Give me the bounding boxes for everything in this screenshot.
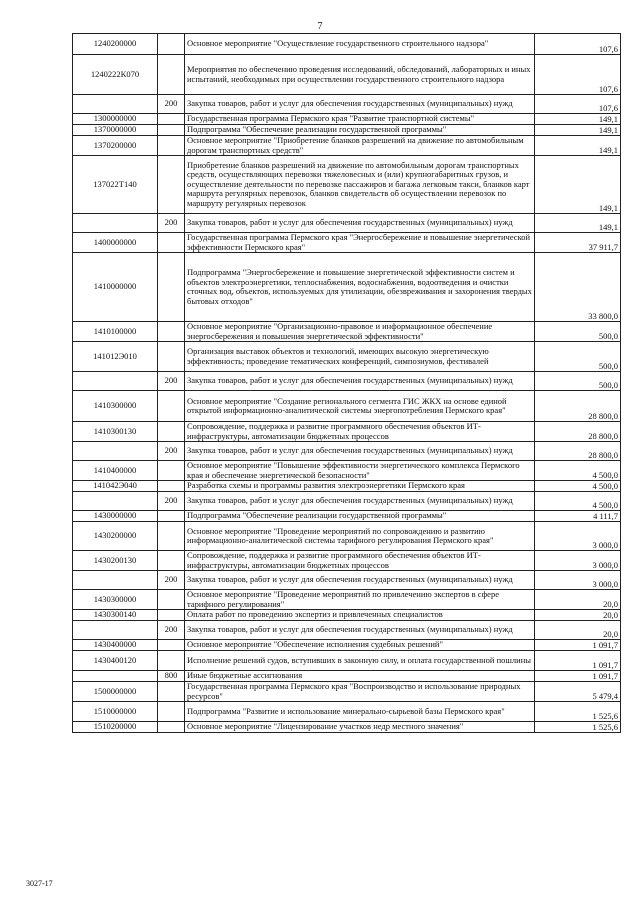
row-code: 1430400000 bbox=[73, 640, 158, 651]
row-sum: 149,1 bbox=[535, 125, 621, 136]
table-row bbox=[73, 522, 621, 551]
row-code: 1410300130 bbox=[73, 422, 158, 442]
row-expense-type bbox=[158, 722, 185, 733]
row-name: Сопровождение, поддержка и развитие программного обеспечения объектов ИТ-инфраструктуры, автоматизации бюджетных процессов bbox=[185, 551, 535, 571]
document-code: 3027-17 bbox=[26, 879, 53, 888]
table-row bbox=[73, 95, 621, 114]
table-row bbox=[73, 214, 621, 233]
row-sum: 4 500,0 bbox=[535, 461, 621, 481]
row-expense-type bbox=[158, 610, 185, 621]
row-code: 1370000000 bbox=[73, 125, 158, 136]
row-name: Подпрограмма "Энергосбережение и повышение энергетической эффективности систем и объектов электроэнергетики, теплоснабжения, водоснабжения, водоотведения и очистки сточных вод, объектов, используемых для утилизации, обезвреживания и захоронения твердых бытовых отходов" bbox=[185, 253, 535, 322]
row-code: 1430300140 bbox=[73, 610, 158, 621]
row-expense-type bbox=[158, 511, 185, 522]
row-code: 1430400120 bbox=[73, 651, 158, 671]
row-expense-type bbox=[158, 461, 185, 481]
row-name: Основное мероприятие "Повышение эффективности энергетического комплекса Пермского края и обеспечение энергетической безопасности" bbox=[185, 461, 535, 481]
row-sum: 1 525,6 bbox=[535, 722, 621, 733]
row-expense-type: 200 bbox=[158, 571, 185, 590]
row-name: Закупка товаров, работ и услуг для обеспечения государственных (муниципальных) нужд bbox=[185, 214, 535, 233]
table-row bbox=[73, 671, 621, 682]
row-code: 141042Э040 bbox=[73, 481, 158, 492]
row-code bbox=[73, 372, 158, 391]
table-row bbox=[73, 322, 621, 342]
row-sum: 4 500,0 bbox=[535, 492, 621, 511]
row-code: 1510000000 bbox=[73, 702, 158, 722]
row-code: 1500000000 bbox=[73, 682, 158, 702]
row-sum: 1 091,7 bbox=[535, 671, 621, 682]
row-code bbox=[73, 492, 158, 511]
table-row bbox=[73, 590, 621, 610]
row-expense-type: 200 bbox=[158, 621, 185, 640]
row-sum: 149,1 bbox=[535, 214, 621, 233]
table-row bbox=[73, 621, 621, 640]
row-code: 1240200000 bbox=[73, 34, 158, 55]
row-name: Иные бюджетные ассигнования bbox=[185, 671, 535, 682]
row-sum: 107,6 bbox=[535, 95, 621, 114]
row-name: Основное мероприятие "Проведение мероприятий по сопровождению и развитию информационно-аналитической системы тарифного регулирования Пермского края" bbox=[185, 522, 535, 551]
row-code: 1510200000 bbox=[73, 722, 158, 733]
row-sum: 3 000,0 bbox=[535, 522, 621, 551]
table-row bbox=[73, 156, 621, 214]
table-row bbox=[73, 722, 621, 733]
row-code: 1430200000 bbox=[73, 522, 158, 551]
row-sum: 37 911,7 bbox=[535, 233, 621, 253]
budget-table-body bbox=[73, 34, 621, 733]
row-code bbox=[73, 95, 158, 114]
row-code bbox=[73, 671, 158, 682]
row-sum: 28 800,0 bbox=[535, 391, 621, 422]
row-expense-type bbox=[158, 233, 185, 253]
row-sum: 3 000,0 bbox=[535, 571, 621, 590]
row-name: Подпрограмма "Развитие и использование минерально-сырьевой базы Пермского края" bbox=[185, 702, 535, 722]
row-name: Основное мероприятие "Проведение мероприятий по привлечению экспертов в сфере тарифного регулирования" bbox=[185, 590, 535, 610]
table-row bbox=[73, 511, 621, 522]
table-row bbox=[73, 651, 621, 671]
row-name: Государственная программа Пермского края "Воспроизводство и использование природных ресурсов" bbox=[185, 682, 535, 702]
row-name: Государственная программа Пермского края "Развитие транспортной системы" bbox=[185, 114, 535, 125]
table-row bbox=[73, 55, 621, 95]
row-sum: 107,6 bbox=[535, 34, 621, 55]
row-expense-type bbox=[158, 391, 185, 422]
row-code: 1410000000 bbox=[73, 253, 158, 322]
row-expense-type bbox=[158, 682, 185, 702]
row-sum: 500,0 bbox=[535, 342, 621, 372]
table-row bbox=[73, 481, 621, 492]
table-row bbox=[73, 551, 621, 571]
row-name: Оплата работ по проведению экспертиз и привлеченных специалистов bbox=[185, 610, 535, 621]
table-row bbox=[73, 571, 621, 590]
row-code bbox=[73, 214, 158, 233]
row-name: Мероприятия по обеспечению проведения исследований, обследований, лабораторных и иных испытаний, необходимых при осуществлении государственного строительного надзора bbox=[185, 55, 535, 95]
row-name: Закупка товаров, работ и услуг для обеспечения государственных (муниципальных) нужд bbox=[185, 372, 535, 391]
row-sum: 4 500,0 bbox=[535, 481, 621, 492]
table-row bbox=[73, 372, 621, 391]
row-expense-type bbox=[158, 55, 185, 95]
table-row bbox=[73, 461, 621, 481]
row-code: 137022Т140 bbox=[73, 156, 158, 214]
row-expense-type: 200 bbox=[158, 372, 185, 391]
row-expense-type bbox=[158, 125, 185, 136]
row-expense-type bbox=[158, 136, 185, 156]
table-row bbox=[73, 682, 621, 702]
row-name: Сопровождение, поддержка и развитие программного обеспечения объектов ИТ-инфраструктуры, автоматизации бюджетных процессов bbox=[185, 422, 535, 442]
row-expense-type bbox=[158, 342, 185, 372]
row-sum: 28 800,0 bbox=[535, 422, 621, 442]
table-row bbox=[73, 136, 621, 156]
row-expense-type: 200 bbox=[158, 492, 185, 511]
row-code: 1400000000 bbox=[73, 233, 158, 253]
row-sum: 149,1 bbox=[535, 156, 621, 214]
table-row bbox=[73, 422, 621, 442]
table-row bbox=[73, 253, 621, 322]
row-code: 1370200000 bbox=[73, 136, 158, 156]
row-expense-type bbox=[158, 651, 185, 671]
table-row bbox=[73, 125, 621, 136]
row-expense-type bbox=[158, 253, 185, 322]
row-expense-type bbox=[158, 156, 185, 214]
row-name: Организация выставок объектов и технологий, имеющих высокую энергетическую эффективность; проведение тематических конференций, симпозиумов, фестивалей bbox=[185, 342, 535, 372]
row-code: 1430000000 bbox=[73, 511, 158, 522]
row-code: 1410300000 bbox=[73, 391, 158, 422]
row-code: 1300000000 bbox=[73, 114, 158, 125]
row-expense-type bbox=[158, 114, 185, 125]
row-sum: 500,0 bbox=[535, 322, 621, 342]
row-code bbox=[73, 621, 158, 640]
row-name: Основное мероприятие "Приобретение бланков разрешений на движение по автомобильным дорогам транспортных средств" bbox=[185, 136, 535, 156]
row-sum: 3 000,0 bbox=[535, 551, 621, 571]
table-row bbox=[73, 391, 621, 422]
row-sum: 107,6 bbox=[535, 55, 621, 95]
row-expense-type: 200 bbox=[158, 95, 185, 114]
table-row bbox=[73, 610, 621, 621]
row-name: Закупка товаров, работ и услуг для обеспечения государственных (муниципальных) нужд bbox=[185, 492, 535, 511]
row-name: Приобретение бланков разрешений на движение по автомобильным дорогам транспортных средств, осуществляющих перевозки тяжеловесных и (или) крупногабаритных грузов, и осуществление деятельности по перевозке пассажиров и багажа легковым такси, бланков карт маршрута регулярных перевозок, бланков свидетельств об осуществлении перевозок по маршруту регулярных перевозок bbox=[185, 156, 535, 214]
table-row bbox=[73, 342, 621, 372]
row-sum: 20,0 bbox=[535, 590, 621, 610]
row-expense-type bbox=[158, 590, 185, 610]
row-code: 1430300000 bbox=[73, 590, 158, 610]
row-name: Закупка товаров, работ и услуг для обеспечения государственных (муниципальных) нужд bbox=[185, 442, 535, 461]
row-expense-type bbox=[158, 422, 185, 442]
row-sum: 149,1 bbox=[535, 114, 621, 125]
page-number: 7 bbox=[317, 21, 323, 32]
row-name: Разработка схемы и программы развития электроэнергетики Пермского края bbox=[185, 481, 535, 492]
row-name: Государственная программа Пермского края "Энергосбережение и повышение энергетической эффективности Пермского края" bbox=[185, 233, 535, 253]
row-code bbox=[73, 442, 158, 461]
row-sum: 4 111,7 bbox=[535, 511, 621, 522]
row-name: Основное мероприятие "Осуществление государственного строительного надзора" bbox=[185, 34, 535, 55]
row-expense-type bbox=[158, 640, 185, 651]
row-expense-type bbox=[158, 481, 185, 492]
row-expense-type: 200 bbox=[158, 214, 185, 233]
row-name: Закупка товаров, работ и услуг для обеспечения государственных (муниципальных) нужд bbox=[185, 571, 535, 590]
row-name: Закупка товаров, работ и услуг для обеспечения государственных (муниципальных) нужд bbox=[185, 621, 535, 640]
row-expense-type: 200 bbox=[158, 442, 185, 461]
table-row bbox=[73, 492, 621, 511]
row-code: 1240222К070 bbox=[73, 55, 158, 95]
row-expense-type bbox=[158, 551, 185, 571]
row-name: Закупка товаров, работ и услуг для обеспечения государственных (муниципальных) нужд bbox=[185, 95, 535, 114]
row-code: 1430200130 bbox=[73, 551, 158, 571]
row-name: Основное мероприятие "Лицензирование участков недр местного значения" bbox=[185, 722, 535, 733]
row-name: Основное мероприятие "Обеспечение исполнения судебных решений" bbox=[185, 640, 535, 651]
row-expense-type bbox=[158, 34, 185, 55]
table-row bbox=[73, 442, 621, 461]
row-sum: 20,0 bbox=[535, 621, 621, 640]
row-code bbox=[73, 571, 158, 590]
table-row bbox=[73, 34, 621, 55]
row-expense-type bbox=[158, 522, 185, 551]
row-code: 1410100000 bbox=[73, 322, 158, 342]
budget-table bbox=[72, 33, 621, 733]
row-sum: 1 525,6 bbox=[535, 702, 621, 722]
row-sum: 149,1 bbox=[535, 136, 621, 156]
row-sum: 1 091,7 bbox=[535, 651, 621, 671]
table-row bbox=[73, 233, 621, 253]
row-sum: 20,0 bbox=[535, 610, 621, 621]
row-name: Исполнение решений судов, вступивших в законную силу, и оплата государственной пошлины bbox=[185, 651, 535, 671]
row-sum: 33 800,0 bbox=[535, 253, 621, 322]
table-row bbox=[73, 114, 621, 125]
row-code: 141012Э010 bbox=[73, 342, 158, 372]
row-sum: 500,0 bbox=[535, 372, 621, 391]
row-name: Основное мероприятие "Организационно-правовое и информационное обеспечение энергосбережения и повышения энергетической эффективности" bbox=[185, 322, 535, 342]
row-expense-type: 800 bbox=[158, 671, 185, 682]
row-name: Основное мероприятие "Создание регионального сегмента ГИС ЖКХ на основе единой открытой информационно-аналитической системы энергопотребления Пермского края" bbox=[185, 391, 535, 422]
row-code: 1410400000 bbox=[73, 461, 158, 481]
row-name: Подпрограмма "Обеспечение реализации государственной программы" bbox=[185, 511, 535, 522]
row-sum: 1 091,7 bbox=[535, 640, 621, 651]
row-sum: 28 800,0 bbox=[535, 442, 621, 461]
row-expense-type bbox=[158, 322, 185, 342]
row-sum: 5 479,4 bbox=[535, 682, 621, 702]
row-expense-type bbox=[158, 702, 185, 722]
table-row bbox=[73, 702, 621, 722]
table-row bbox=[73, 640, 621, 651]
row-name: Подпрограмма "Обеспечение реализации государственной программы" bbox=[185, 125, 535, 136]
